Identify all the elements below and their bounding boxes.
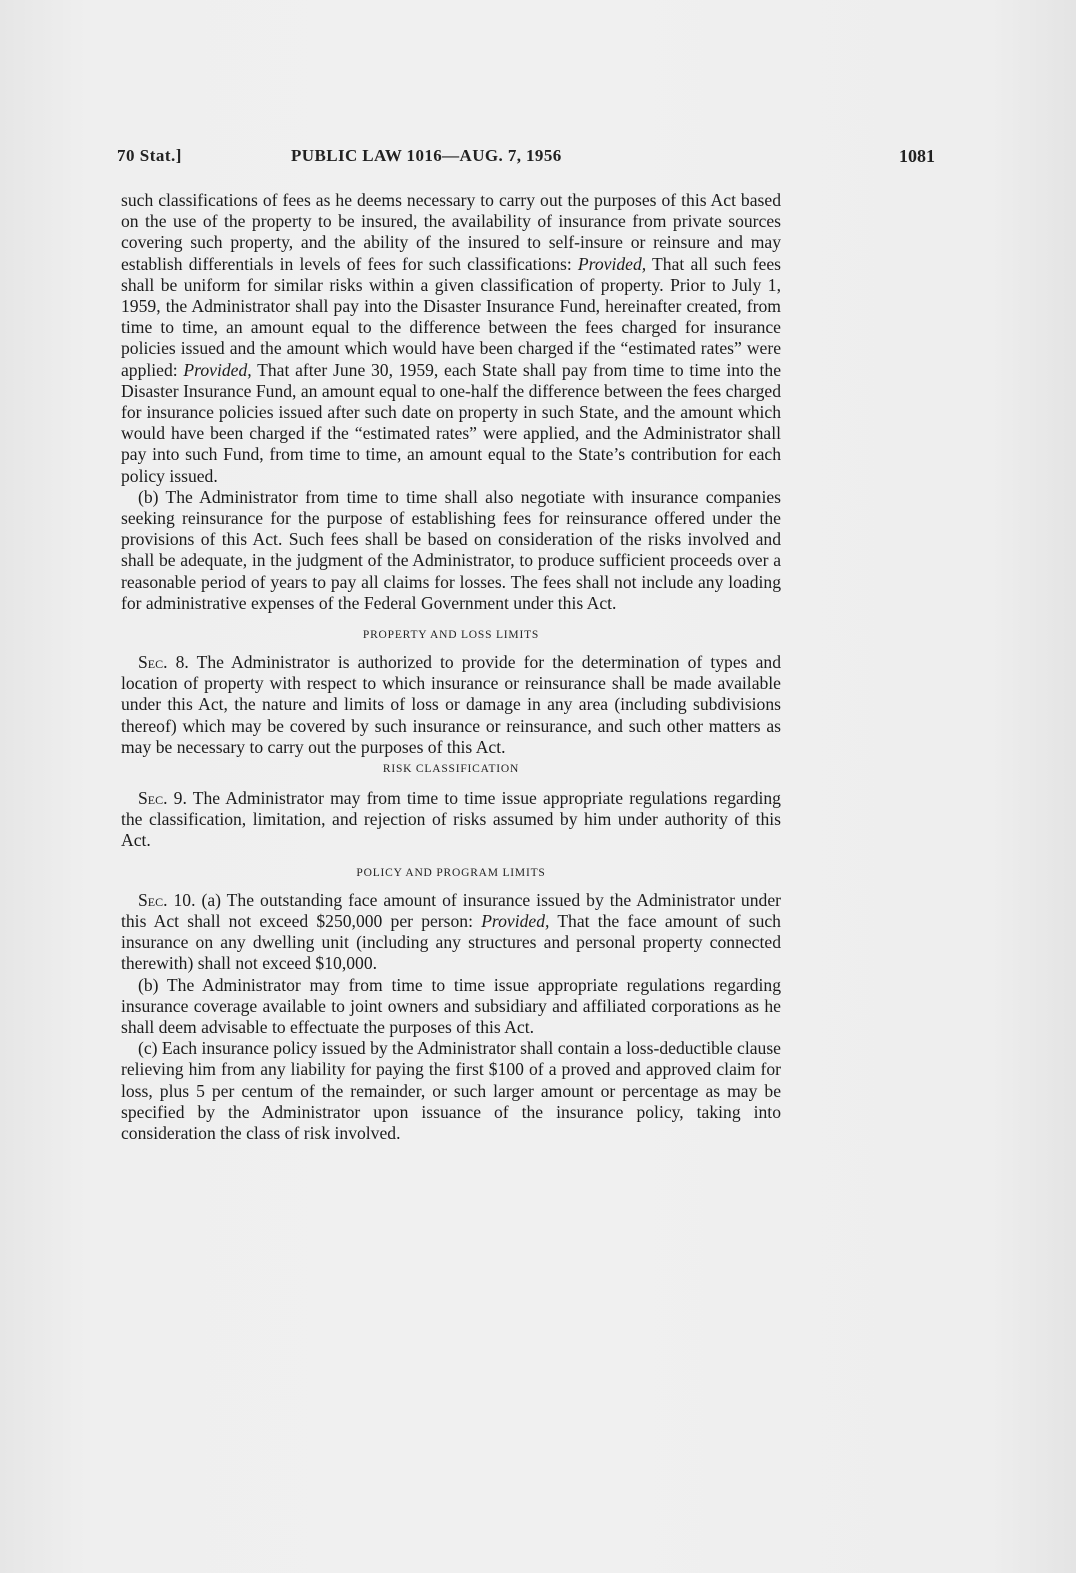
- section-9: [121, 788, 781, 852]
- heading-risk-classification: RISK CLASSIFICATION: [382, 763, 520, 776]
- public-law-title: PUBLIC LAW 1016—AUG. 7, 1956: [291, 146, 562, 165]
- section-label: Sec. 9.: [138, 788, 187, 809]
- provided-italic: Provided,: [481, 910, 550, 931]
- heading-property-loss-limits: PROPERTY AND LOSS LIMITS: [362, 629, 540, 642]
- heading-policy-program-limits: POLICY AND PROGRAM LIMITS: [356, 866, 546, 879]
- provided-italic: Provided,: [183, 359, 252, 380]
- section-10-a: [121, 890, 781, 975]
- section-label: Sec. 10.: [138, 889, 196, 910]
- provided-italic: Provided,: [577, 253, 647, 274]
- paragraph-text: such classifications of fees as he deems necessary to carry out the purposes of this Act based on the use of the property to be insured, the availability of insurance from private sources covering such property, and the ability of the insured to self-insure or reinsure and may establish differentials in levels of fees for such classifications:: [121, 190, 781, 274]
- page-number: 1081: [899, 146, 935, 166]
- section-text: That the face amount of such insurance on any dwelling unit (including any structures and personal property connected therewith) shall not exceed $10,000.: [121, 910, 781, 974]
- section-text: The Administrator may from time to time issue appropriate regulations regarding the classification, limitation, and rejection of risks assumed by him under authority of this Act.: [121, 788, 781, 851]
- section-text: The Administrator is authorized to provide for the determination of types and location of property with respect to which insurance or reinsurance shall be made available under this Act, the nature and limits of loss or damage in any area (including subdivisions thereof) which may be covered by such insurance or reinsurance, and such other matters as may be necessary to carry out the purposes of this Act.: [121, 652, 781, 757]
- running-header: [117, 146, 935, 170]
- section-10-c: (c) Each insurance policy issued by the Administrator shall contain a loss-deductible clause relieving him from any liability for paying the first $100 of a proved and approved claim for loss, plus 5 per centum of the remainder, or such larger amount or percentage as may be specified by the Administrator upon issuance of the insurance policy, taking into consideration the class of risk involved.: [121, 1038, 781, 1143]
- section-10-b: (b) The Administrator may from time to time issue appropriate regulations regarding insurance coverage available to joint owners and subsidiary and affiliated corporations as he shall deem advisable to effectuate the purposes of this Act.: [121, 974, 781, 1037]
- paragraph-text: That all such fees shall be uniform for similar risks within a given classification of property. Prior to July 1, 1959, the Administrator shall pay into the Disaster Insurance Fund, hereinafter created, from time to time, an amount equal to the difference between the fees charged for insurance policies issued and the amount which would have been charged if the “estimated rates” were applied:: [121, 253, 781, 380]
- section-text: (a) The outstanding face amount of insurance issued by the Administrator under this Act shall not exceed $250,000 per person:: [121, 889, 781, 931]
- section-label: Sec. 8.: [138, 652, 189, 673]
- paragraph-text: That after June 30, 1959, each State shall pay from time to time into the Disaster Insurance Fund, an amount equal to one-half the difference between the fees charged for insurance policies issued after such date on property in such State, and the amount which would have been charged if the “estimated rates” were applied, and the Administrator shall pay into such Fund, from time to time, an amount equal to the State’s contribution for each policy issued.: [121, 359, 781, 486]
- paragraph-reinsurance-fees: (b) The Administrator from time to time shall also negotiate with insurance companies seeking reinsurance for the purpose of establishing fees for reinsurance offered under the provisions of this Act. Such fees shall be based on consideration of the risks involved and shall be adequate, in the judgment of the Administrator, to produce sufficient proceeds over a reasonable period of years to pay all claims for losses. The fees shall not include any loading for administrative expenses of the Federal Government under this Act.: [121, 486, 781, 613]
- body-text: [121, 190, 781, 1144]
- section-8: [121, 652, 781, 758]
- paragraph-fees-classification: [121, 190, 781, 487]
- statute-volume: 70 Stat.]: [117, 146, 182, 165]
